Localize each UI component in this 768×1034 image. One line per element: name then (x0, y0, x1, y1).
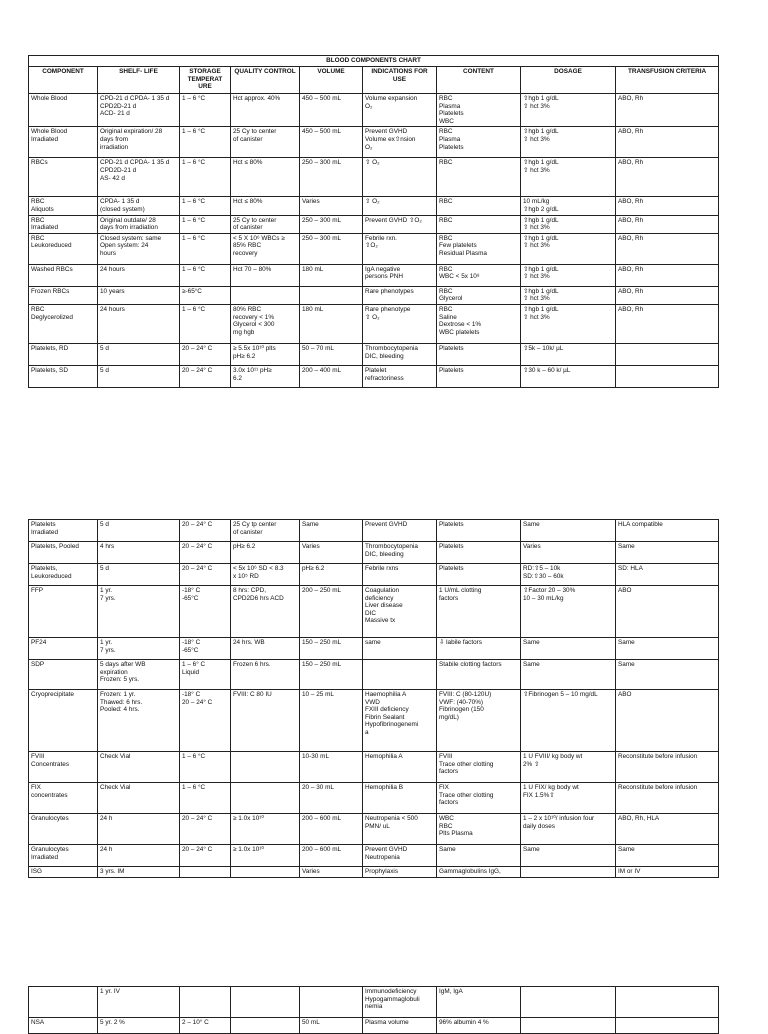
table-cell: Varies (300, 542, 363, 564)
table-cell: NSA (29, 1018, 98, 1034)
table-row (29, 158, 719, 197)
table-row (29, 1018, 719, 1034)
table-cell: Same (521, 520, 616, 542)
table-cell: 200 – 400 mL (300, 365, 363, 387)
table-cell: FVIII: C 80 IU (231, 690, 300, 752)
table-cell: FVIII Concentrates (29, 752, 98, 783)
table-cell (29, 987, 98, 1018)
table-cell: CPD-21 d CPDA- 1 35 d CPD2D-21 d AS- 42 d (98, 158, 180, 197)
table-cell: ⇧Fibrinogen 5 – 10 mg/dL (521, 690, 616, 752)
table-cell: Hct ≤ 80% (231, 158, 300, 197)
table-row (29, 867, 719, 878)
table-row (29, 660, 719, 690)
components-table-1 (28, 55, 719, 388)
table-row (29, 215, 719, 233)
table-cell: Gammaglobulins IgG, (437, 867, 521, 878)
table-cell: 180 mL (300, 264, 363, 286)
table-cell: ⇧30 k – 60 k/ µL (521, 365, 616, 387)
table-cell: Varies (521, 542, 616, 564)
table-cell: 1 – 6 °C (180, 158, 231, 197)
table-cell: Same (616, 638, 719, 660)
header-cell: DOSAGE (521, 67, 616, 94)
table-cell: Hct 70 – 80% (231, 264, 300, 286)
table-cell: 450 – 500 mL (300, 94, 363, 127)
table-cell: 8 hrs: CPD, CPD2D6 hrs ACD (231, 586, 300, 638)
table-cell: 250 – 300 mL (300, 233, 363, 264)
table-cell: 1 U/mL clotting factors (437, 586, 521, 638)
table-cell: RBC (437, 158, 521, 197)
table-cell: 10-30 mL (300, 752, 363, 783)
table-cell: 50 – 70 mL (300, 343, 363, 365)
table-cell: ⇧hgb 1 g/dL ⇧ hct 3% (521, 264, 616, 286)
table-cell: WBC RBC Plts Plasma (437, 814, 521, 845)
table-cell: -18° C -65°C (180, 586, 231, 638)
table-cell: Cryoprecipitate (29, 690, 98, 752)
table-cell: RBC Plasma Platelets WBC (437, 94, 521, 127)
table-cell (616, 987, 719, 1018)
table-cell (231, 867, 300, 878)
table-row (29, 520, 719, 542)
table-cell: FVIII: C (80-120U) VWF: (40-70%) Fibrinogen (150 mg/dL) (437, 690, 521, 752)
table-cell: 20 – 24° C (180, 542, 231, 564)
table-cell: Platelets (437, 365, 521, 387)
table-cell: Prevent GVHD ⇧O₂ (363, 215, 437, 233)
table-cell: Hct approx. 40% (231, 94, 300, 127)
table-cell: Same (300, 520, 363, 542)
table-cell: FVIII Trace other clotting factors (437, 752, 521, 783)
table-cell: 20 – 24° C (180, 365, 231, 387)
header-cell: TRANSFUSION CRITERIA (616, 67, 719, 94)
table-cell: 3.0x 10¹¹ pH≥ 6.2 (231, 365, 300, 387)
table-row (29, 586, 719, 638)
table-cell: RBC Aliquots (29, 197, 98, 215)
table-cell: 5 d (98, 365, 180, 387)
table-cell: 2 – 10° C (180, 1018, 231, 1034)
table-cell: 5 d (98, 343, 180, 365)
table-cell: SDP (29, 660, 98, 690)
table-cell: RBC (437, 215, 521, 233)
table-cell: ⇧Factor 20 – 30% 10 – 30 mL/kg (521, 586, 616, 638)
table-row (29, 752, 719, 783)
table-cell: 1 – 6 °C (180, 127, 231, 158)
table-row (29, 365, 719, 387)
table-cell (616, 343, 719, 365)
table-cell: RBC Plasma Platelets (437, 127, 521, 158)
table-cell: RD:⇧5 – 10k SD:⇧30 – 60k (521, 564, 616, 586)
table-cell: Frozen: 1 yr. Thawed: 6 hrs. Pooled: 4 hrs. (98, 690, 180, 752)
table-cell (180, 867, 231, 878)
table-cell: Same (521, 638, 616, 660)
table-cell: 200 – 250 mL (300, 586, 363, 638)
table-cell: HLA compatible (616, 520, 719, 542)
table-cell: 4 hrs (98, 542, 180, 564)
table-cell: 250 – 300 mL (300, 158, 363, 197)
table-cell: ⇧hgb 1 g/dL ⇧ hct 3% (521, 158, 616, 197)
table-cell: < 5x 10⁶ SD < 8.3 x 10⁵ RD (231, 564, 300, 586)
table-cell: RBC WBC < 5x 10⁸ (437, 264, 521, 286)
table-cell: Same (437, 845, 521, 867)
table-cell: Prevent GVHD Neutropenia (363, 845, 437, 867)
table-cell: ABO, Rh, HLA (616, 814, 719, 845)
table-cell (616, 365, 719, 387)
table-cell: ⇧5k – 10k/ µL (521, 343, 616, 365)
header-cell: VOLUME (300, 67, 363, 94)
table-cell: ABO, Rh (616, 264, 719, 286)
table-cell (521, 867, 616, 878)
components-table-2 (28, 519, 719, 878)
table-cell: ABO, Rh (616, 286, 719, 304)
table-cell (363, 660, 437, 690)
table-cell: ⇧hgb 1 g/dL ⇧ hct 3% (521, 233, 616, 264)
header-cell: STORAGE TEMPERAT URE (180, 67, 231, 94)
table-cell: Thrombocytopenia DIC, bleeding (363, 343, 437, 365)
table-cell: pH≥ 6.2 (300, 564, 363, 586)
table-cell: Prevent GVHD (363, 520, 437, 542)
table-cell: 24 hours (98, 264, 180, 286)
table-cell: 200 – 600 mL (300, 845, 363, 867)
table-cell: Volume expansion O₂ (363, 94, 437, 127)
table-cell: Coagulation deficiency Liver disease DIC Massive tx (363, 586, 437, 638)
table-cell: CPD-21 d CPDA- 1 35 d CPD2D-21 d ACD- 21 d (98, 94, 180, 127)
table-cell: Rare phenotypes (363, 286, 437, 304)
table-cell: IgA negative persons PNH (363, 264, 437, 286)
table-cell: Platelets, Pooled (29, 542, 98, 564)
table-cell: Platelets Irradiated (29, 520, 98, 542)
table-cell: Reconstitute before infusion (616, 752, 719, 783)
table-cell: 1 U FVIII/ kg body wt 2% ⇧ (521, 752, 616, 783)
table-cell: Closed system: same Open system: 24 hours (98, 233, 180, 264)
table-cell: 5 d (98, 564, 180, 586)
table-cell: ABO, Rh (616, 233, 719, 264)
table-cell: RBC Few platelets Residual Plasma (437, 233, 521, 264)
table-cell: 24 h (98, 814, 180, 845)
table-row (29, 564, 719, 586)
table-cell: Rare phenotype ⇧ O₂ (363, 304, 437, 343)
table-cell: 1 – 6 °C (180, 94, 231, 127)
table-cell: 1 – 6 °C (180, 233, 231, 264)
table-cell: CPDA- 1 35 d (closed system) (98, 197, 180, 215)
table-cell: RBC (437, 197, 521, 215)
table-cell: FFP (29, 586, 98, 638)
table-cell: 1 – 6 °C (180, 264, 231, 286)
table-cell: ⇧hgb 1 g/dL ⇧ hct 3% (521, 286, 616, 304)
table-cell: 3 yrs. IM (98, 867, 180, 878)
table-cell: RBCs (29, 158, 98, 197)
table-cell: 20 – 24° C (180, 845, 231, 867)
header-cell: SHELF- LIFE (98, 67, 180, 94)
table-cell: Reconstitute before infusion (616, 783, 719, 814)
table-cell: Frozen 6 hrs. (231, 660, 300, 690)
table-row (29, 233, 719, 264)
table-cell (180, 987, 231, 1018)
table-cell: 1 U FIX/ kg body wt FIX 1.5%⇧ (521, 783, 616, 814)
table-row (29, 127, 719, 158)
table-cell: RBC Irradiated (29, 215, 98, 233)
table-cell (300, 286, 363, 304)
table-cell: 1 – 6 °C (180, 752, 231, 783)
table-cell (300, 987, 363, 1018)
table-cell: ⇧ O₂ (363, 197, 437, 215)
table-row (29, 845, 719, 867)
table-cell (231, 1018, 300, 1034)
table-cell: 25 Cy to center of canister (231, 127, 300, 158)
table-cell: -18° C 20 – 24° C (180, 690, 231, 752)
table-cell: Platelets (437, 520, 521, 542)
table-cell: IgM, IgA (437, 987, 521, 1018)
table-row (29, 638, 719, 660)
table-cell: ABO, Rh (616, 197, 719, 215)
table-cell: 1 – 2 x 10¹⁰/ infusion four daily doses (521, 814, 616, 845)
table-cell: ⇧hgb 1 g/dL ⇧ hct 3% (521, 94, 616, 127)
table-cell: 24 h (98, 845, 180, 867)
table-row (29, 783, 719, 814)
table-cell: Plasma volume (363, 1018, 437, 1034)
table-cell: ABO, Rh (616, 127, 719, 158)
header-cell: COMPONENT (29, 67, 98, 94)
table-cell: Platelets (437, 564, 521, 586)
table-cell: ≥ 1.0x 10¹⁰ (231, 845, 300, 867)
table-cell: Platelets, RD (29, 343, 98, 365)
table-cell: -18° C -65°C (180, 638, 231, 660)
table-cell: Hemophilia B (363, 783, 437, 814)
table-cell: RBC Saline Dextrose < 1% WBC platelets (437, 304, 521, 343)
table-cell: Check Vial (98, 752, 180, 783)
table-cell: FIX concentrates (29, 783, 98, 814)
table-cell: Thrombocytopenia DIC, bleeding (363, 542, 437, 564)
table-cell: Original expiration/ 28 days from irradiation (98, 127, 180, 158)
table-row (29, 94, 719, 127)
table-cell: 10 mL/kg ⇧hgb 2 g/dL (521, 197, 616, 215)
table-cell: ⇧hgb 1 g/dL ⇧ hct 3% (521, 304, 616, 343)
table-cell: Original outdate/ 28 days from irradiation (98, 215, 180, 233)
table-cell: Hemophilia A (363, 752, 437, 783)
table-cell: Hct ≤ 80% (231, 197, 300, 215)
table-cell: 1 yr. 7 yrs. (98, 638, 180, 660)
table-cell: 1 – 6 °C (180, 197, 231, 215)
table-cell: 25 Cy to center of canister (231, 215, 300, 233)
table-cell: FIX Trace other clotting factors (437, 783, 521, 814)
table-cell: Same (521, 660, 616, 690)
table-cell: 24 hrs. WB (231, 638, 300, 660)
table-cell (231, 987, 300, 1018)
table-row (29, 197, 719, 215)
table-cell: 5 yr. 2 % (98, 1018, 180, 1034)
table-cell: 25 Cy tp center of canister (231, 520, 300, 542)
table-cell: IM or IV (616, 867, 719, 878)
table-cell: Stabile clotting factors (437, 660, 521, 690)
table-cell: ⇧ O₂ (363, 158, 437, 197)
table-cell: Varies (300, 197, 363, 215)
table-cell: Platelets (437, 343, 521, 365)
table-cell: ABO, Rh (616, 304, 719, 343)
table-cell: 450 – 500 mL (300, 127, 363, 158)
table-row (29, 987, 719, 1018)
table-cell: ISG (29, 867, 98, 878)
table-cell: Platelet refractoriness (363, 365, 437, 387)
table-cell: ≥ 1.0x 10¹⁰ (231, 814, 300, 845)
table-cell: Check Vial (98, 783, 180, 814)
table-cell: Whole Blood Irradiated (29, 127, 98, 158)
table-row (29, 286, 719, 304)
table-cell: PF24 (29, 638, 98, 660)
table-row (29, 814, 719, 845)
table-cell: 1 – 6 °C (180, 783, 231, 814)
table-cell: Whole Blood (29, 94, 98, 127)
table-cell: Prophylaxis (363, 867, 437, 878)
table-cell: 150 – 250 mL (300, 660, 363, 690)
table-cell: Platelets, Leukoreduced (29, 564, 98, 586)
table-row (29, 690, 719, 752)
table-cell: 200 – 600 mL (300, 814, 363, 845)
table-cell: 5 d (98, 520, 180, 542)
table-cell: Febrile rxn. ⇧O₂ (363, 233, 437, 264)
table-cell: 1 yr. IV (98, 987, 180, 1018)
table-cell: ABO, Rh (616, 215, 719, 233)
table-cell: same (363, 638, 437, 660)
header-cell: INDICATIONS FOR USE (363, 67, 437, 94)
table-row (29, 304, 719, 343)
table-cell: ⇧hgb 1 g/dL ⇧ hct 3% (521, 127, 616, 158)
table-cell: ⇧hgb 1 g/dL ⇧ hct 3% (521, 215, 616, 233)
table-cell: 50 mL (300, 1018, 363, 1034)
table-cell (231, 286, 300, 304)
table-cell: 5 days after WB expiration Frozen: 5 yrs. (98, 660, 180, 690)
table-cell: 20 – 24° C (180, 520, 231, 542)
table-cell: 180 mL (300, 304, 363, 343)
table-cell: Granulocytes Irradiated (29, 845, 98, 867)
table-cell: 24 hours (98, 304, 180, 343)
table-cell: ABO (616, 690, 719, 752)
table-cell: Granulocytes (29, 814, 98, 845)
table-cell: RBC Glycerol (437, 286, 521, 304)
table-cell: RBC Deglycerolized (29, 304, 98, 343)
table-cell: Haemophilia A VWD FXIII deficiency Fibrin Sealant Hypofibrinogenemi a (363, 690, 437, 752)
table-cell (231, 752, 300, 783)
table-row (29, 542, 719, 564)
table-cell: 1 – 6 °C (180, 215, 231, 233)
table-cell: ABO, Rh (616, 158, 719, 197)
table-cell: 10 years (98, 286, 180, 304)
table-cell (231, 783, 300, 814)
table-row (29, 343, 719, 365)
table-cell: 250 – 300 mL (300, 215, 363, 233)
table-cell: Immunodeficiency Hypogammaglobuli nemia (363, 987, 437, 1018)
table-cell: ABO, Rh (616, 94, 719, 127)
table-cell: 20 – 24° C (180, 343, 231, 365)
table-3-body (29, 987, 719, 1034)
table-cell: Frozen RBCs (29, 286, 98, 304)
table-cell: 10 – 25 mL (300, 690, 363, 752)
table-cell: RBC Leukoreduced (29, 233, 98, 264)
table-cell: Platelets, SD (29, 365, 98, 387)
table-1-body (29, 94, 719, 388)
table-cell: ABO (616, 586, 719, 638)
table-cell: SD: HLA (616, 564, 719, 586)
chart-title: BLOOD COMPONENTS CHART (29, 56, 719, 67)
table-cell: 150 – 250 mL (300, 638, 363, 660)
table-cell (616, 1018, 719, 1034)
table-cell: Same (616, 845, 719, 867)
table-cell: 1 – 6° C Liquid (180, 660, 231, 690)
table-cell: 80% RBC recovery < 1% Glycerol < 300 mg hgb (231, 304, 300, 343)
table-cell: Washed RBCs (29, 264, 98, 286)
table-cell: Varies (300, 867, 363, 878)
table-cell: Febrile rxns (363, 564, 437, 586)
header-cell: CONTENT (437, 67, 521, 94)
table-cell: Same (616, 542, 719, 564)
table-cell (521, 987, 616, 1018)
table-cell: Platelets (437, 542, 521, 564)
table-cell (521, 1018, 616, 1034)
table-cell: pH≥ 6.2 (231, 542, 300, 564)
table-cell: 1 yr. 7 yrs. (98, 586, 180, 638)
header-cell: QUALITY CONTROL (231, 67, 300, 94)
components-table-3 (28, 986, 719, 1034)
table-cell: 20 – 24° C (180, 814, 231, 845)
table-cell: ≥ 5.5x 10¹⁰ plts pH≥ 6.2 (231, 343, 300, 365)
table-cell: ⇩ labile factors (437, 638, 521, 660)
table-cell: Same (616, 660, 719, 690)
table-cell: < 5 X 10⁶ WBCs ≥ 85% RBC recovery (231, 233, 300, 264)
table-cell: 1 – 6 °C (180, 304, 231, 343)
table-cell: ≥-65°C (180, 286, 231, 304)
table-cell: 20 – 24° C (180, 564, 231, 586)
table-2-body (29, 520, 719, 878)
table-cell: 20 – 30 mL (300, 783, 363, 814)
table-row (29, 264, 719, 286)
table-cell: Prevent GVHD Volume ex⇧nsion O₂ (363, 127, 437, 158)
table-cell: 96% albumin 4 % (437, 1018, 521, 1034)
table-cell: Same (521, 845, 616, 867)
table-cell: Neutropenia < 500 PMN/ uL (363, 814, 437, 845)
